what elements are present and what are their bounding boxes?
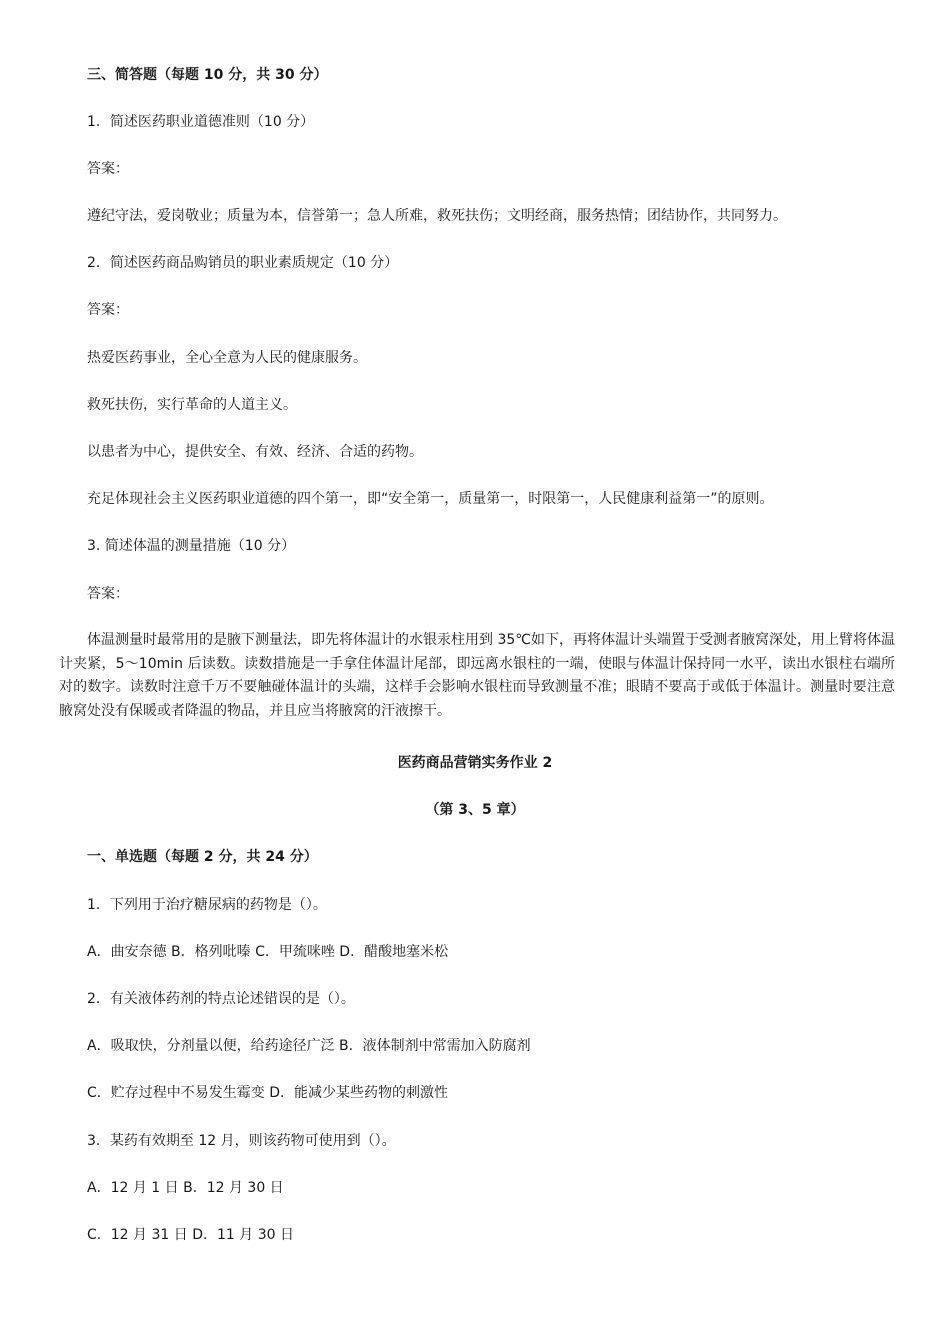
answer-3-paragraph: 体温测量时最常用的是腋下测量法，即先将体温计的水银汞柱用到 35℃如下，再将体温计头端置于受测者腋窝深处，用上臂将体温计夹紧，5～10min 后读数。读数措施是一手拿住体温计尾部，即远离水银柱的一端，使眼与体温计保持同一水平，读出水银柱右端所对的数字。读数时注意千万不要触碰体温计的头端，这样手会影响水银柱而导致测量不准；眼睛不要高于或低于体温计。测量时要注意腋窝处没有保暖或者降温的物品，并且应当将腋窝的汗液擦干。 (59, 632, 895, 719)
answer-2-item-2: 救死扶伤，实行革命的人道主义。 (87, 397, 297, 413)
mc-question-3: 3．某药有效期至 12 月，则该药物可使用到（）。 (87, 1133, 396, 1149)
answer-2-item-1: 热爱医药事业，全心全意为人民的健康服务。 (87, 350, 367, 366)
assignment-subtitle: （第 3、5 章） (425, 802, 525, 818)
mc-question-2-options-row-2: C．贮存过程中不易发生霉变 D．能减少某些药物的刺激性 (87, 1085, 449, 1101)
question-2: 2．简述医药商品购销员的职业素质规定（10 分） (87, 255, 399, 271)
answer-label-3: 答案： (87, 586, 129, 602)
section-heading-short-answer: 三、简答题（每题 10 分，共 30 分） (87, 67, 328, 83)
answer-2-item-4: 充足体现社会主义医药职业道德的四个第一，即“安全第一，质量第一，时限第一，人民健康利益第一”的原则。 (87, 491, 774, 507)
mc-question-3-options-row-1: A．12 月 1 日 B．12 月 30 日 (87, 1180, 284, 1196)
answer-label-1: 答案： (87, 161, 129, 177)
question-3: 3. 简述体温的测量措施（10 分） (87, 538, 296, 554)
assignment-title: 医药商品营销实务作业 2 (397, 755, 553, 771)
answer-label-2: 答案： (87, 302, 129, 318)
answer-1: 遵纪守法，爱岗敬业；质量为本，信誉第一；急人所难，救死扶伤；文明经商，服务热情；团结协作，共同努力。 (87, 208, 787, 224)
mc-question-2-options-row-1: A．吸取快，分剂量以便，给药途径广泛 B．液体制剂中常需加入防腐剂 (87, 1038, 531, 1054)
question-1: 1．简述医药职业道德准则（10 分） (87, 114, 315, 130)
answer-2-item-3: 以患者为中心，提供安全、有效、经济、合适的药物。 (87, 444, 423, 460)
mc-question-1: 1．下列用于治疗糖尿病的药物是（）。 (87, 897, 327, 913)
section-heading-single-choice: 一、单选题（每题 2 分，共 24 分） (87, 849, 318, 865)
mc-question-3-options-row-2: C．12 月 31 日 D．11 月 30 日 (87, 1227, 294, 1243)
mc-question-2: 2．有关液体药剂的特点论述错误的是（）。 (87, 991, 355, 1007)
mc-question-1-options: A．曲安奈德 B．格列吡嗪 C．甲巯咪唑 D．醋酸地塞米松 (87, 944, 449, 960)
